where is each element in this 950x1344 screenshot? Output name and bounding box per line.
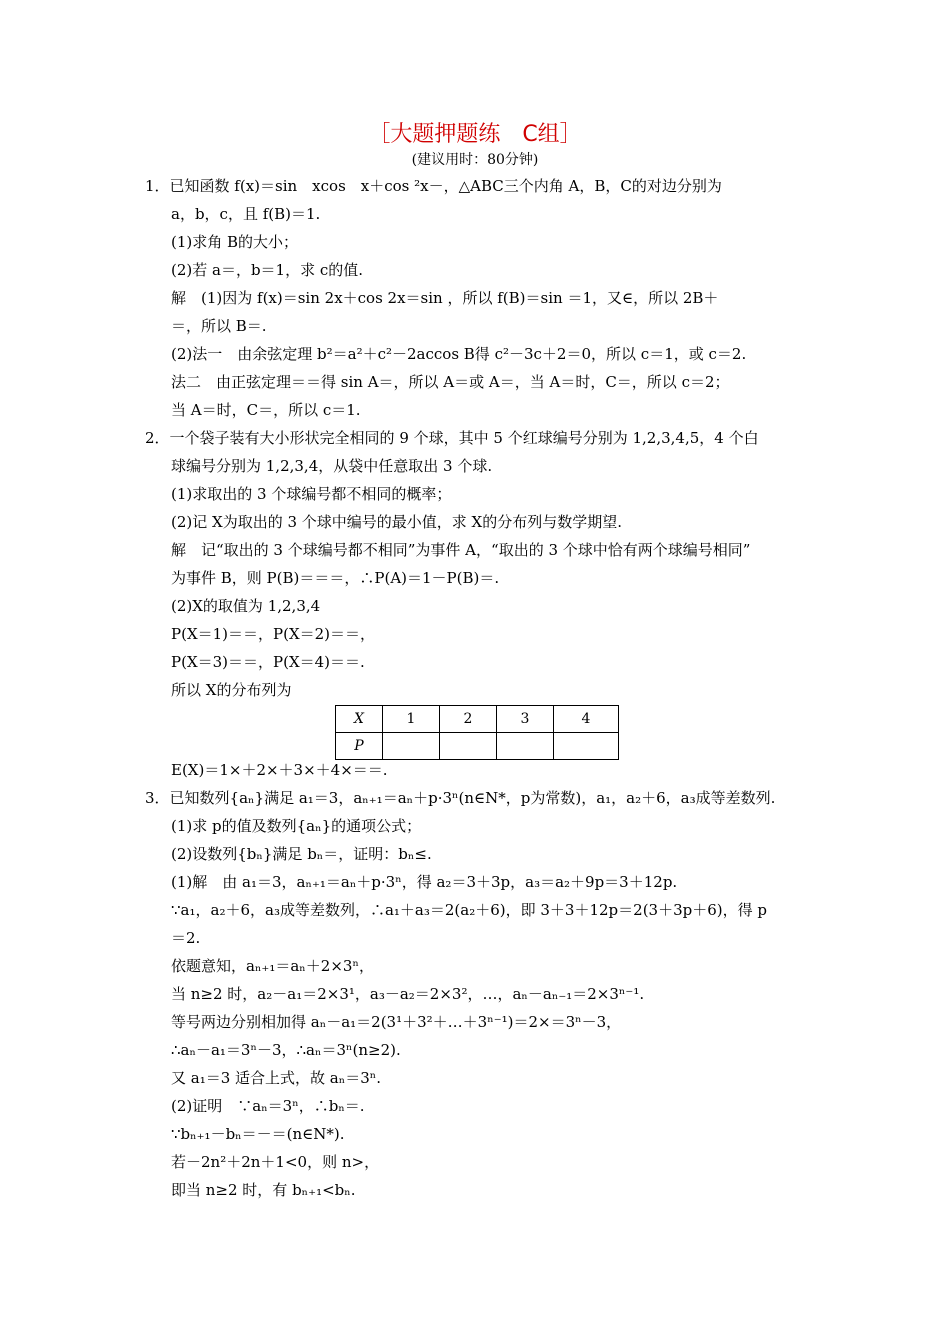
text-line: 所以 X的分布列为 [171, 681, 292, 699]
table-cell: X [336, 706, 383, 733]
text-line: 3．已知数列{aₙ}满足 a₁＝3，aₙ₊₁＝aₙ＋p·3ⁿ(n∈N*，p为常数)，a₁，a₂＋6，a₃成等差数列. [145, 789, 776, 807]
table-cell: 3 [497, 706, 554, 733]
text-line: (1)求角 B的大小； [171, 233, 299, 251]
text-line: (2)X的取值为 1,2,3,4 [171, 597, 321, 615]
page-subtitle: (建议用时：80分钟) [411, 152, 539, 168]
page-title: ［大题押题练 C组］ [368, 122, 582, 147]
table-cell: 1 [383, 706, 440, 733]
table-cell [554, 733, 619, 760]
text-line: (1)求 p的值及数列{aₙ}的通项公式； [171, 817, 422, 835]
table-row [336, 733, 619, 760]
text-line: 法二 由正弦定理＝＝得 sin A＝，所以 A＝或 A＝，当 A＝时，C＝，所以 c＝2； [171, 373, 730, 391]
text-line: 解 记“取出的 3 个球编号都不相同”为事件 A，“取出的 3 个球中恰有两个球编号相同” [171, 541, 751, 559]
table-cell [497, 733, 554, 760]
distribution-table [335, 705, 619, 760]
text-line: 球编号分别为 1,2,3,4，从袋中任意取出 3 个球. [171, 457, 493, 475]
text-line: 即当 n≥2 时，有 bₙ₊₁<bₙ. [171, 1181, 356, 1199]
text-line: 为事件 B，则 P(B)＝＝＝，∴P(A)＝1－P(B)＝. [171, 569, 500, 587]
text-line: 等号两边分别相加得 aₙ－a₁＝2(3¹＋3²＋…＋3ⁿ⁻¹)＝2×＝3ⁿ－3， [171, 1013, 622, 1031]
table-row [336, 706, 619, 733]
text-line: 当 A＝时，C＝，所以 c＝1. [171, 401, 361, 419]
text-line: 1．已知函数 f(x)＝sin xcos x＋cos ²x－，△ABC三个内角 A，B，C的对边分别为 [145, 177, 722, 195]
text-line: 当 n≥2 时，a₂－a₁＝2×3¹，a₃－a₂＝2×3²，…，aₙ－aₙ₋₁＝2×3ⁿ⁻¹. [171, 985, 645, 1003]
text-line: 解 (1)因为 f(x)＝sin 2x＋cos 2x＝sin ，所以 f(B)＝sin ＝1，又∈，所以 2B＋ [171, 289, 719, 307]
text-line: a，b，c，且 f(B)＝1. [171, 205, 321, 223]
text-line: (2)设数列{bₙ}满足 bₙ＝，证明：bₙ≤. [171, 845, 432, 863]
text-line: 若－2n²＋2n＋1<0，则 n>， [171, 1153, 380, 1171]
text-line: ∵bₙ₊₁－bₙ＝－＝(n∈N*). [171, 1125, 345, 1143]
table-cell: P [336, 733, 383, 760]
text-line: 2．一个袋子装有大小形状完全相同的 9 个球，其中 5 个红球编号分别为 1,2,3,4,5，4 个白 [145, 429, 759, 447]
text-line: ∴aₙ－a₁＝3ⁿ－3，∴aₙ＝3ⁿ(n≥2). [171, 1041, 401, 1059]
text-line: (2)证明 ∵aₙ＝3ⁿ，∴bₙ＝. [171, 1097, 365, 1115]
table-cell [440, 733, 497, 760]
table-cell: 2 [440, 706, 497, 733]
text-line: (1)求取出的 3 个球编号都不相同的概率； [171, 485, 452, 503]
text-line: (2)法一 由余弦定理 b²＝a²＋c²－2accos B得 c²－3c＋2＝0，所以 c＝1，或 c＝2. [171, 345, 747, 363]
text-line: 依题意知，aₙ₊₁＝aₙ＋2×3ⁿ， [171, 957, 374, 975]
text-line: (2)记 X为取出的 3 个球中编号的最小值，求 X的分布列与数学期望. [171, 513, 622, 531]
text-line: E(X)＝1×＋2×＋3×＋4×＝＝. [171, 761, 388, 779]
text-line: ∵a₁，a₂＋6，a₃成等差数列，∴a₁＋a₃＝2(a₂＋6)，即 3＋3＋12p＝2(3＋3p＋6)，得 p [171, 901, 768, 919]
text-line: P(X＝3)＝＝，P(X＝4)＝＝. [171, 653, 365, 671]
text-line: (2)若 a＝，b＝1，求 c的值. [171, 261, 364, 279]
text-line: (1)解 由 a₁＝3，aₙ₊₁＝aₙ＋p·3ⁿ，得 a₂＝3＋3p，a₃＝a₂＋9p＝3＋12p. [171, 873, 678, 891]
text-line: ＝，所以 B＝. [171, 317, 267, 335]
table-cell: 4 [554, 706, 619, 733]
text-line: ＝2. [171, 929, 201, 947]
text-line: P(X＝1)＝＝，P(X＝2)＝＝， [171, 625, 376, 643]
text-line: 又 a₁＝3 适合上式，故 aₙ＝3ⁿ. [171, 1069, 382, 1087]
table-cell [383, 733, 440, 760]
